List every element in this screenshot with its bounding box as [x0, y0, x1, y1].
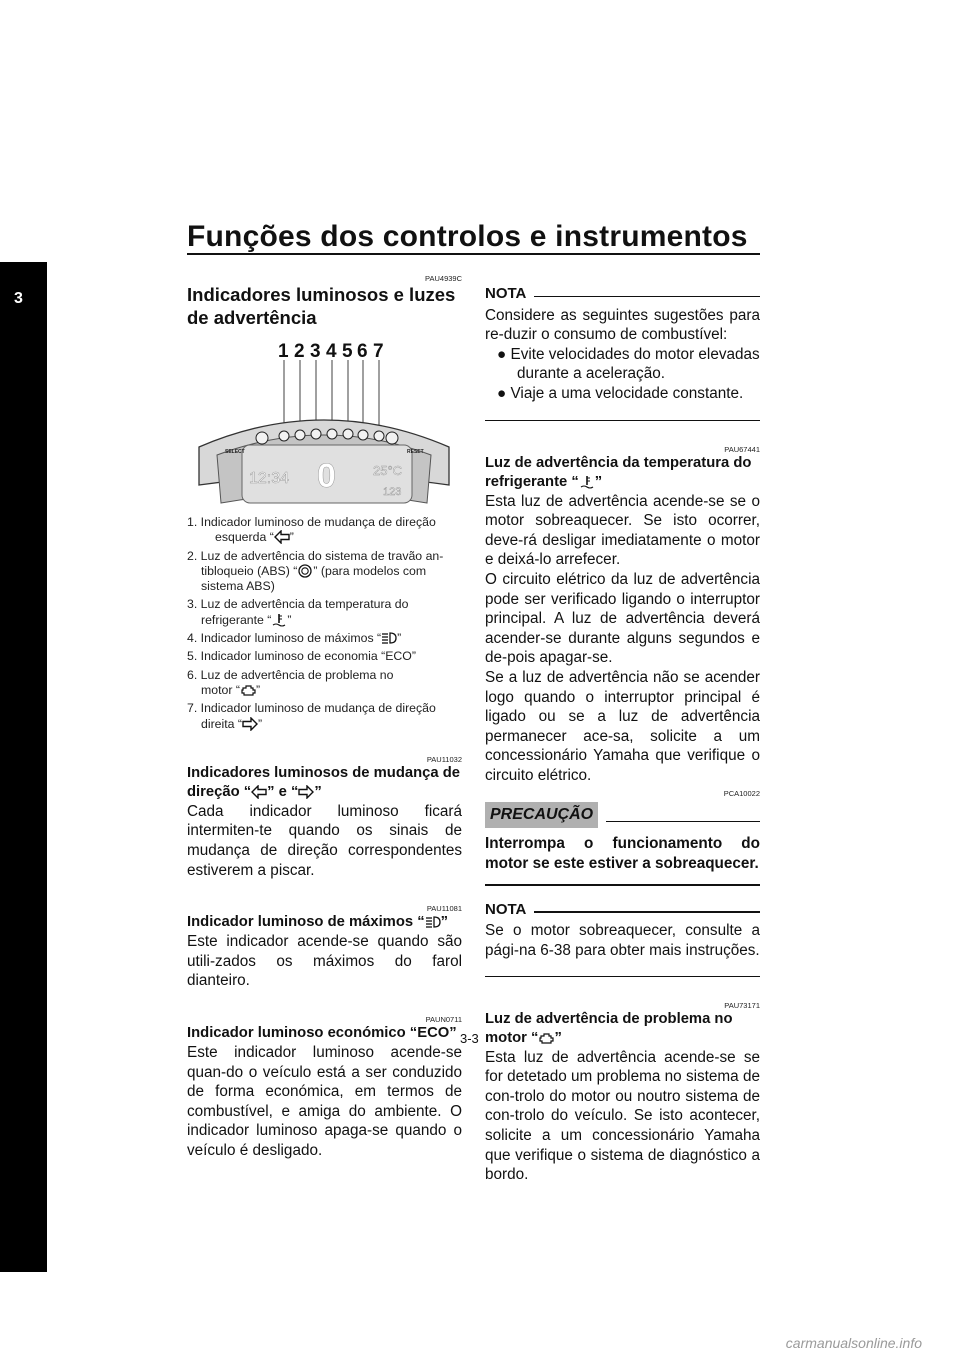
caption-3: 3. Luz de advertência da temperatura do refrigerante “ ” [187, 597, 409, 627]
callout-2: 2 [294, 341, 305, 362]
paragraph: Esta luz de advertência acende-se se o motor sobreaquecer. Se isto ocorrer, deve-rá desligar imediatamente o motor e deixá-lo arrefecer. [485, 492, 760, 569]
section-code: PAU11032 [426, 754, 462, 764]
select-button-label: SELECT [225, 449, 245, 455]
chapter-side-tab [0, 262, 47, 1272]
paragraph: Este indicador acende-se quando são utili-zados os máximos do farol dianteiro. [187, 933, 462, 990]
paragraph: O circuito elétrico da luz de advertência pode ser verificado ligando o interruptor principal. A luz de advertência deverá acender-se durante alguns segundos e de-pois apagar-se. [485, 570, 760, 667]
callout-7: 7 [373, 341, 384, 362]
caution-end-rule [485, 884, 760, 886]
subsection-title: Luz de advertência de problema no motor “ ” [485, 1010, 733, 1046]
callout-3: 3 [310, 341, 321, 362]
bullet-item: ● Viaje a uma velocidade constante. [497, 384, 744, 402]
caption-1: 1. Indicador luminoso de mudança de direção esquerda “ ” [187, 515, 436, 545]
section-code: PAU11081 [426, 904, 462, 914]
section-code: PAUN0711 [425, 1015, 462, 1025]
paragraph: Esta luz de advertência acende-se se for detetado um problema no sistema de con-trolo do motor ou noutro sistema de con-trolo do veículo. Se isto acontecer, solicite a um concessionário Yamaha que verifique o sistema de diagnóstico a bordo. [485, 1048, 760, 1184]
paragraph: Se o motor sobreaquecer, consulte a pági-na 6-38 para obter mais instruções. [485, 922, 760, 959]
header-rule [187, 253, 760, 255]
right-turn-icon [242, 717, 258, 731]
bullet-item: ● Evite velocidades do motor elevadas durante a aceleração. [497, 345, 760, 383]
reset-button-label: RESET [407, 449, 424, 455]
page-number: 3-3 [460, 1031, 479, 1046]
paragraph: Se a luz de advertência não se acender logo quando o interruptor principal é ligado ou se a luz de advertência permanecer ace-sa, solicite a um concessionário Yamaha que verifique o circuito elétrico. [485, 668, 760, 784]
note-end-rule [485, 976, 760, 977]
watermark: carmanualsonline.info [785, 1335, 922, 1351]
paragraph: Considere as seguintes sugestões para re-duzir o consumo de combustível: [485, 306, 760, 344]
callout-5: 5 [342, 341, 353, 362]
caption-7: 7. Indicador luminoso de mudança de direção direita “ ” [187, 701, 436, 731]
subsection-title: Indicador luminoso económico “ECO” [187, 1025, 457, 1042]
svg-text:0: 0 [317, 457, 336, 495]
caption-4: 4. Indicador luminoso de máximos “ ” [187, 631, 402, 646]
section-title: Indicadores luminosos e luzes de advertência [187, 284, 456, 328]
section-code: PCA10022 [723, 789, 760, 799]
engine-trouble-icon [538, 1031, 554, 1045]
section-code: PAU67441 [724, 444, 760, 454]
high-beam-icon [425, 915, 441, 929]
callout-1: 1 [278, 341, 289, 362]
instrument-cluster-figure [187, 335, 462, 513]
svg-text:25°C: 25°C [373, 463, 403, 478]
svg-text:123: 123 [383, 486, 402, 498]
caption-2: 2. Luz de advertência do sistema de travão an- tibloqueio (ABS) “ ” (para modelos com sistema ABS) [187, 548, 444, 594]
high-beam-icon [381, 631, 397, 645]
abs-icon [297, 564, 313, 578]
note-end-rule [485, 420, 760, 421]
callout-4: 4 [326, 341, 337, 362]
note-header: NOTA [485, 900, 760, 920]
subsection-title: Indicadores luminosos de mudança de direção “ ” e “ ” [187, 764, 460, 800]
caption-5: 5. Indicador luminoso de economia “ECO” [187, 649, 416, 664]
paragraph: Este indicador luminoso acende-se quan-do o veículo está a ser conduzido de forma económica, em termos de combustível, e amiga do ambiente. O indicador luminoso apaga-se quando o veículo é desligado. [187, 1044, 462, 1159]
left-turn-icon [274, 530, 290, 544]
right-column [485, 284, 760, 1185]
coolant-temp-icon [579, 475, 595, 489]
caution-text: Interrompa o funcionamento do motor se este estiver a sobreaquecer. [485, 835, 760, 872]
section-code: PAU73171 [724, 1000, 760, 1010]
caution-header [485, 802, 760, 828]
paragraph: Cada indicador luminoso ficará intermiten-te quando os sinais de mudança de direção correspondentes estiverem a piscar. [187, 802, 462, 879]
left-column [187, 274, 462, 1161]
right-turn-icon [298, 785, 314, 799]
chapter-number: 3 [14, 290, 23, 307]
section-code: PAU4939C [425, 274, 462, 283]
figure-captions [187, 515, 462, 732]
engine-trouble-icon [240, 683, 256, 697]
note-header: NOTA [485, 284, 760, 304]
left-turn-icon [251, 785, 267, 799]
subsection-title: Luz de advertência da temperatura do refrigerante “ ” [485, 454, 752, 490]
callout-6: 6 [357, 341, 368, 362]
caption-6: 6. Luz de advertência de problema no motor “ ” [187, 667, 394, 697]
subsection-title: Indicador luminoso de máximos “ ” [187, 914, 449, 931]
coolant-temp-icon [271, 613, 287, 627]
page-header-title: Funções dos controlos e instrumentos [187, 220, 748, 253]
svg-text:12:34: 12:34 [249, 470, 290, 487]
caution-label: PRECAUÇÃO [485, 802, 598, 828]
